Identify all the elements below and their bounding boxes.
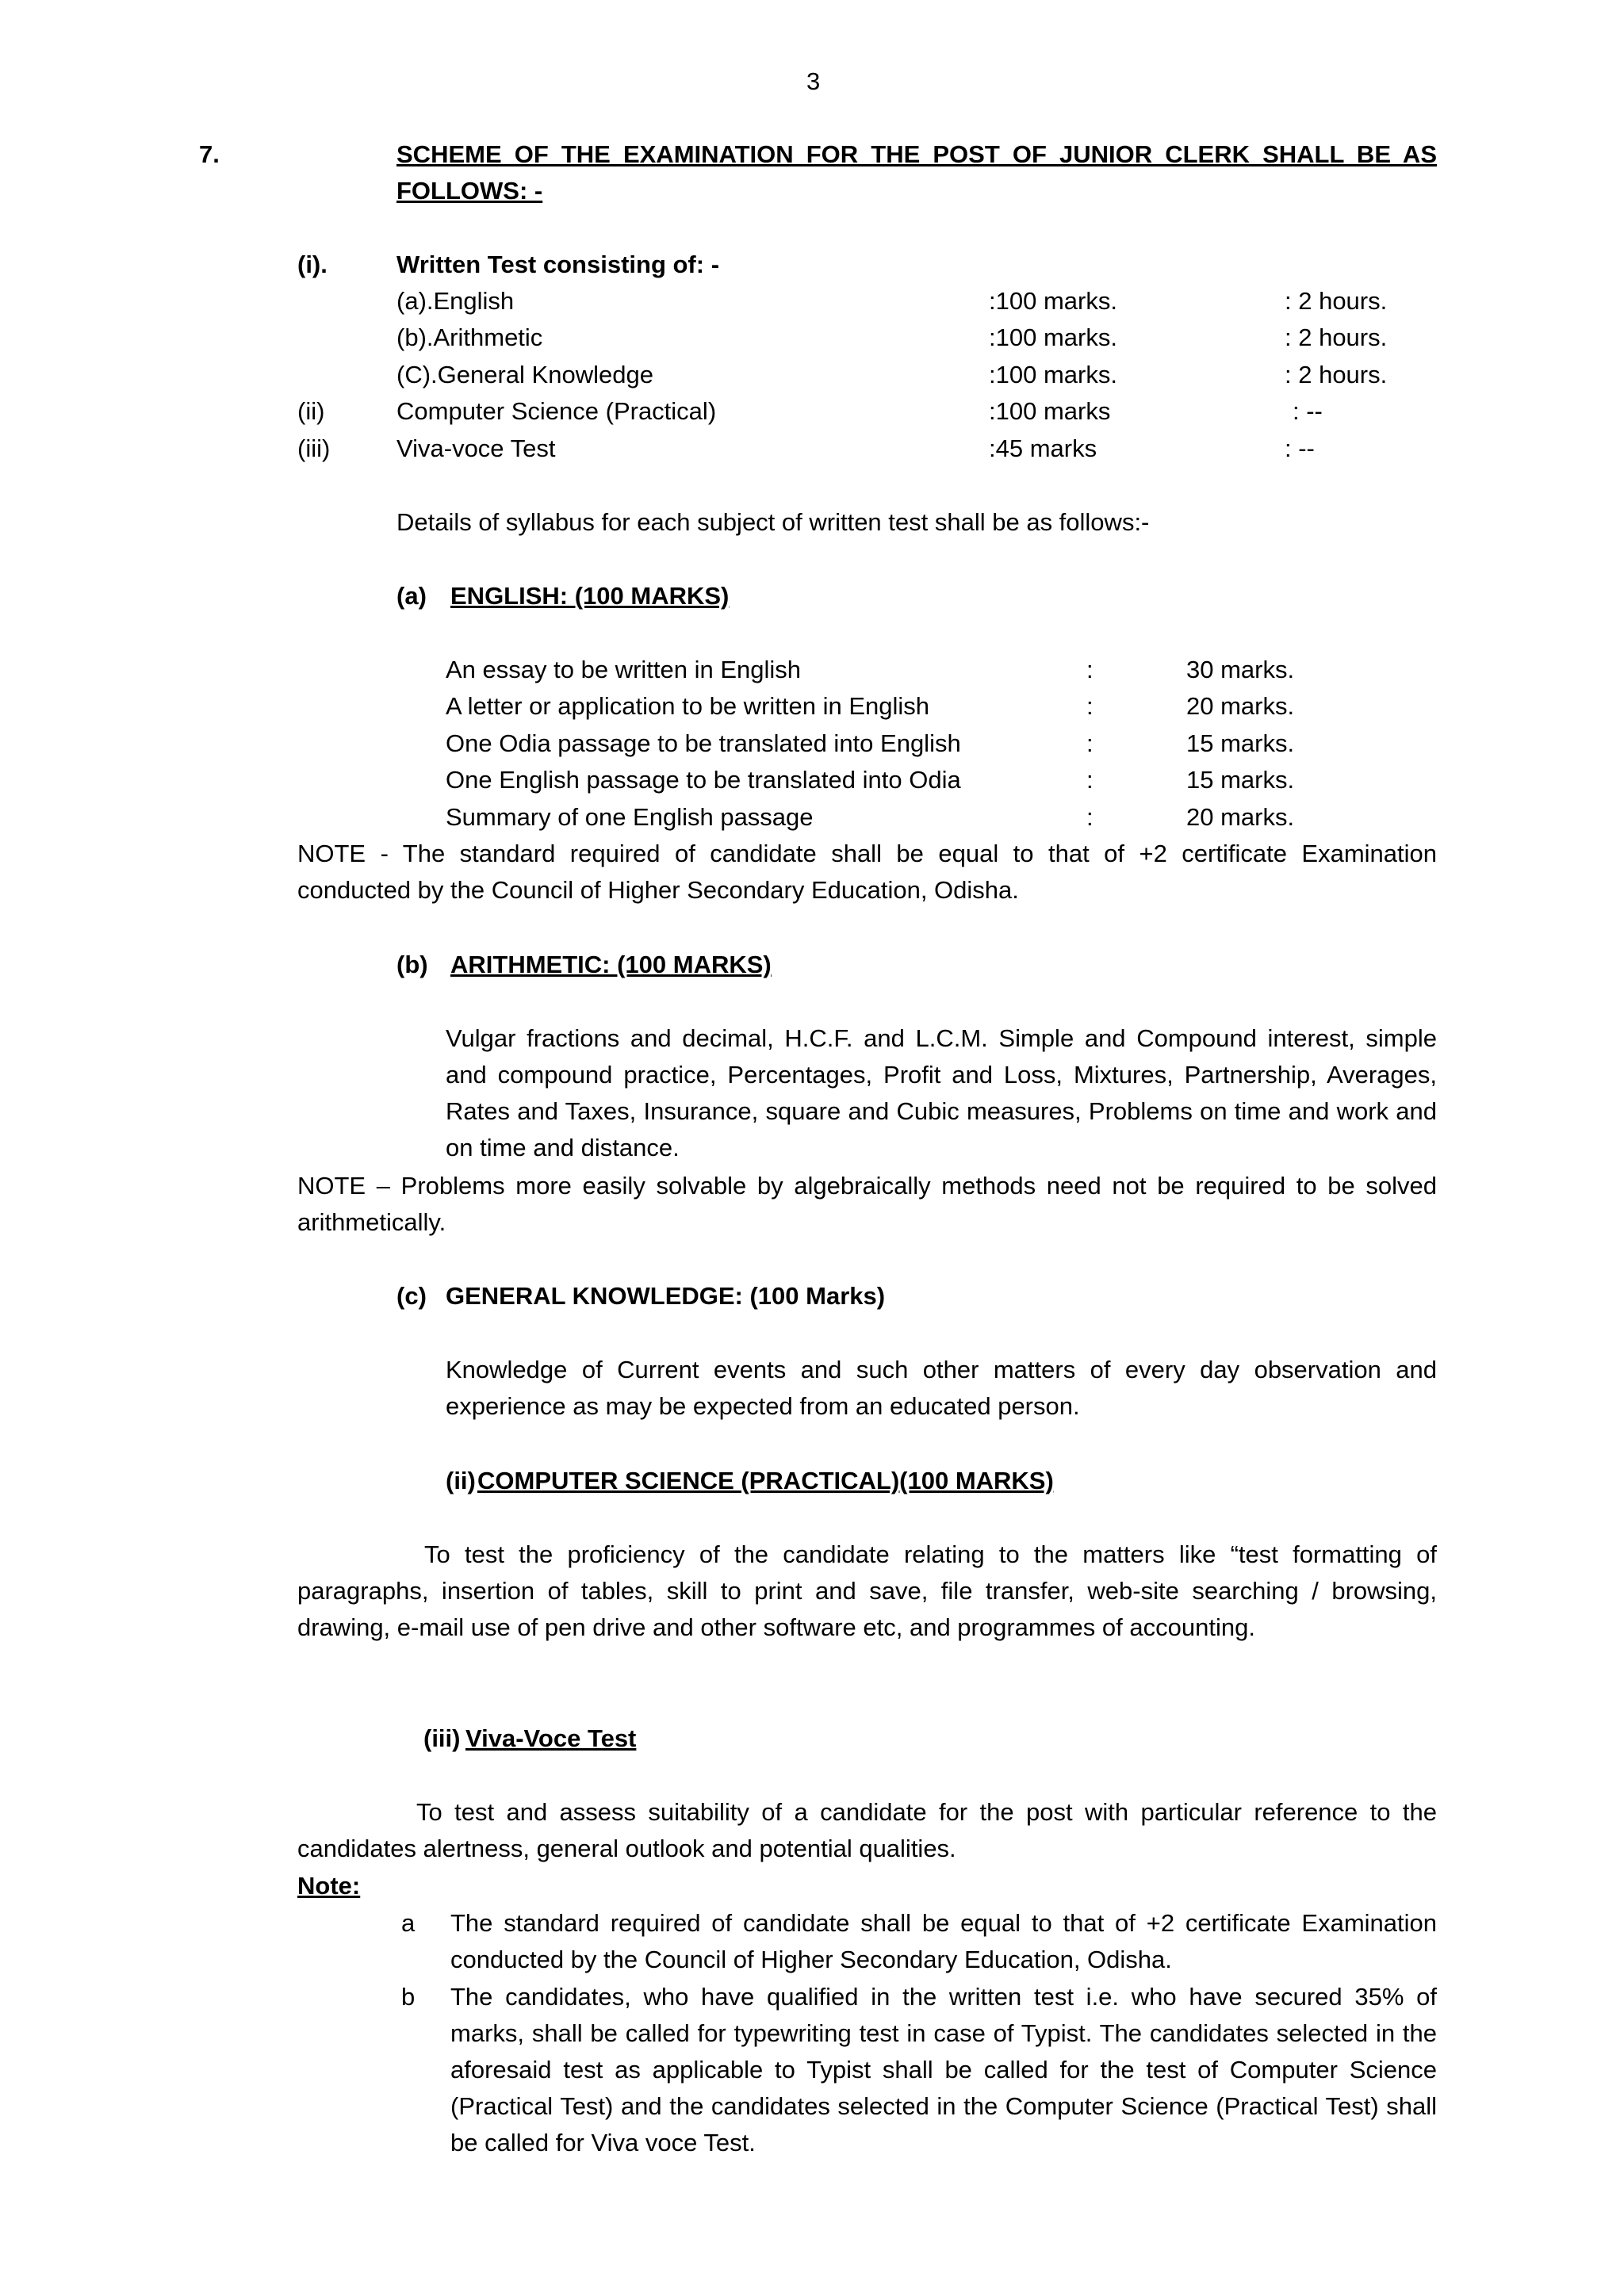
english-row-separator: : [1086, 803, 1094, 831]
english-row-marks: 15 marks. [1186, 766, 1295, 794]
other-row-marks: :100 marks [989, 397, 1111, 425]
english-row-label: An essay to be written in English [446, 656, 802, 683]
written-row-marks: :100 marks. [989, 287, 1117, 315]
section-number: 7. [199, 140, 220, 168]
english-row-label: A letter or application to be written in English [446, 692, 930, 720]
section-title-line1: SCHEME OF THE EXAMINATION FOR THE POST OF JUNIOR CLERK SHALL BE AS [396, 140, 1437, 168]
viva-body: To test and assess suitability of a candidate for the post with particular reference to the candidates alertness, general outlook and potential qualities. [297, 1798, 1437, 1862]
viva-heading-number: (iii) [423, 1724, 461, 1752]
written-test-number: (i). [297, 251, 327, 278]
syllabus-intro: Details of syllabus for each subject of written test shall be as follows:- [396, 508, 1150, 536]
english-row-separator: : [1086, 656, 1094, 683]
other-row-number: (iii) [297, 434, 331, 462]
written-test-label: Written Test consisting of: - [396, 251, 720, 278]
english-heading: ENGLISH: (100 MARKS) [450, 582, 730, 610]
arithmetic-note: NOTE – Problems more easily solvable by algebraically methods need not be required to be solved arithmetically. [297, 1172, 1437, 1236]
english-row-label: One English passage to be translated into Odia [446, 766, 961, 794]
arithmetic-body: Vulgar fractions and decimal, H.C.F. and L.C.M. Simple and Compound interest, simple and compound practice, Percentages, Profit and Loss, Mixtures, Partnership, Averages, Rates and Taxes, Insurance, square and Cubic measures, Problems on time and work and on time and distance. [446, 1024, 1437, 1161]
computer-heading-number: (ii) [446, 1467, 476, 1494]
other-row-time: : -- [1285, 434, 1315, 462]
english-row-marks: 20 marks. [1186, 692, 1295, 720]
english-row-separator: : [1086, 766, 1094, 794]
english-heading-number: (a) [396, 582, 427, 610]
written-row-label: (C).General Knowledge [396, 361, 653, 388]
section-title-line2: FOLLOWS: - [396, 177, 543, 205]
note-marker: b [401, 1983, 416, 2011]
other-row-label: Computer Science (Practical) [396, 397, 717, 425]
written-row-time: : 2 hours. [1285, 361, 1388, 388]
written-row-marks: :100 marks. [989, 323, 1117, 351]
computer-heading: COMPUTER SCIENCE (PRACTICAL)(100 MARKS) [477, 1467, 1054, 1494]
page-number: 3 [806, 67, 821, 95]
written-row-marks: :100 marks. [989, 361, 1117, 388]
written-row-time: : 2 hours. [1285, 287, 1388, 315]
written-row-label: (b).Arithmetic [396, 323, 543, 351]
english-row-separator: : [1086, 729, 1094, 757]
arithmetic-heading: ARITHMETIC: (100 MARKS) [450, 951, 772, 978]
english-row-marks: 30 marks. [1186, 656, 1295, 683]
other-row-time: : -- [1293, 397, 1323, 425]
english-row-marks: 20 marks. [1186, 803, 1295, 831]
gk-heading-number: (c) [396, 1282, 427, 1310]
english-row-separator: : [1086, 692, 1094, 720]
written-row-time: : 2 hours. [1285, 323, 1388, 351]
viva-heading: Viva-Voce Test [465, 1724, 637, 1752]
gk-heading: GENERAL KNOWLEDGE: (100 Marks) [446, 1282, 886, 1310]
arithmetic-heading-number: (b) [396, 951, 428, 978]
written-row-label: (a).English [396, 287, 515, 315]
other-row-number: (ii) [297, 397, 325, 425]
gk-body: Knowledge of Current events and such other matters of every day observation and experience as may be expected from an educated person. [446, 1356, 1437, 1420]
english-row-label: Summary of one English passage [446, 803, 814, 831]
other-row-marks: :45 marks [989, 434, 1097, 462]
note-item: The candidates, who have qualified in the written test i.e. who have secured 35% of marks, shall be called for typewriting test in case of Typist. The candidates selected in the aforesaid test as applicable to Typist shall be called for the test of Computer Science (Practical Test) and the candidates selected in the Computer Science (Practical Test) shall be called for Viva voce Test. [450, 1983, 1437, 2156]
english-row-marks: 15 marks. [1186, 729, 1295, 757]
other-row-label: Viva-voce Test [396, 434, 556, 462]
english-note: NOTE - The standard required of candidate shall be equal to that of +2 certificate Examination conducted by the Council of Higher Secondary Education, Odisha. [297, 840, 1437, 904]
english-row-label: One Odia passage to be translated into English [446, 729, 961, 757]
note-item: The standard required of candidate shall be equal to that of +2 certificate Examination conducted by the Council of Higher Secondary Education, Odisha. [450, 1909, 1437, 1973]
notes-heading: Note: [297, 1872, 361, 1900]
computer-body: To test the proficiency of the candidate relating to the matters like “test formatting of paragraphs, insertion of tables, skill to print and save, file transfer, web-site searching / browsing, drawing, e-mail use of pen drive and other software etc, and programmes of accounting. [297, 1540, 1437, 1641]
note-marker: a [401, 1909, 416, 1937]
